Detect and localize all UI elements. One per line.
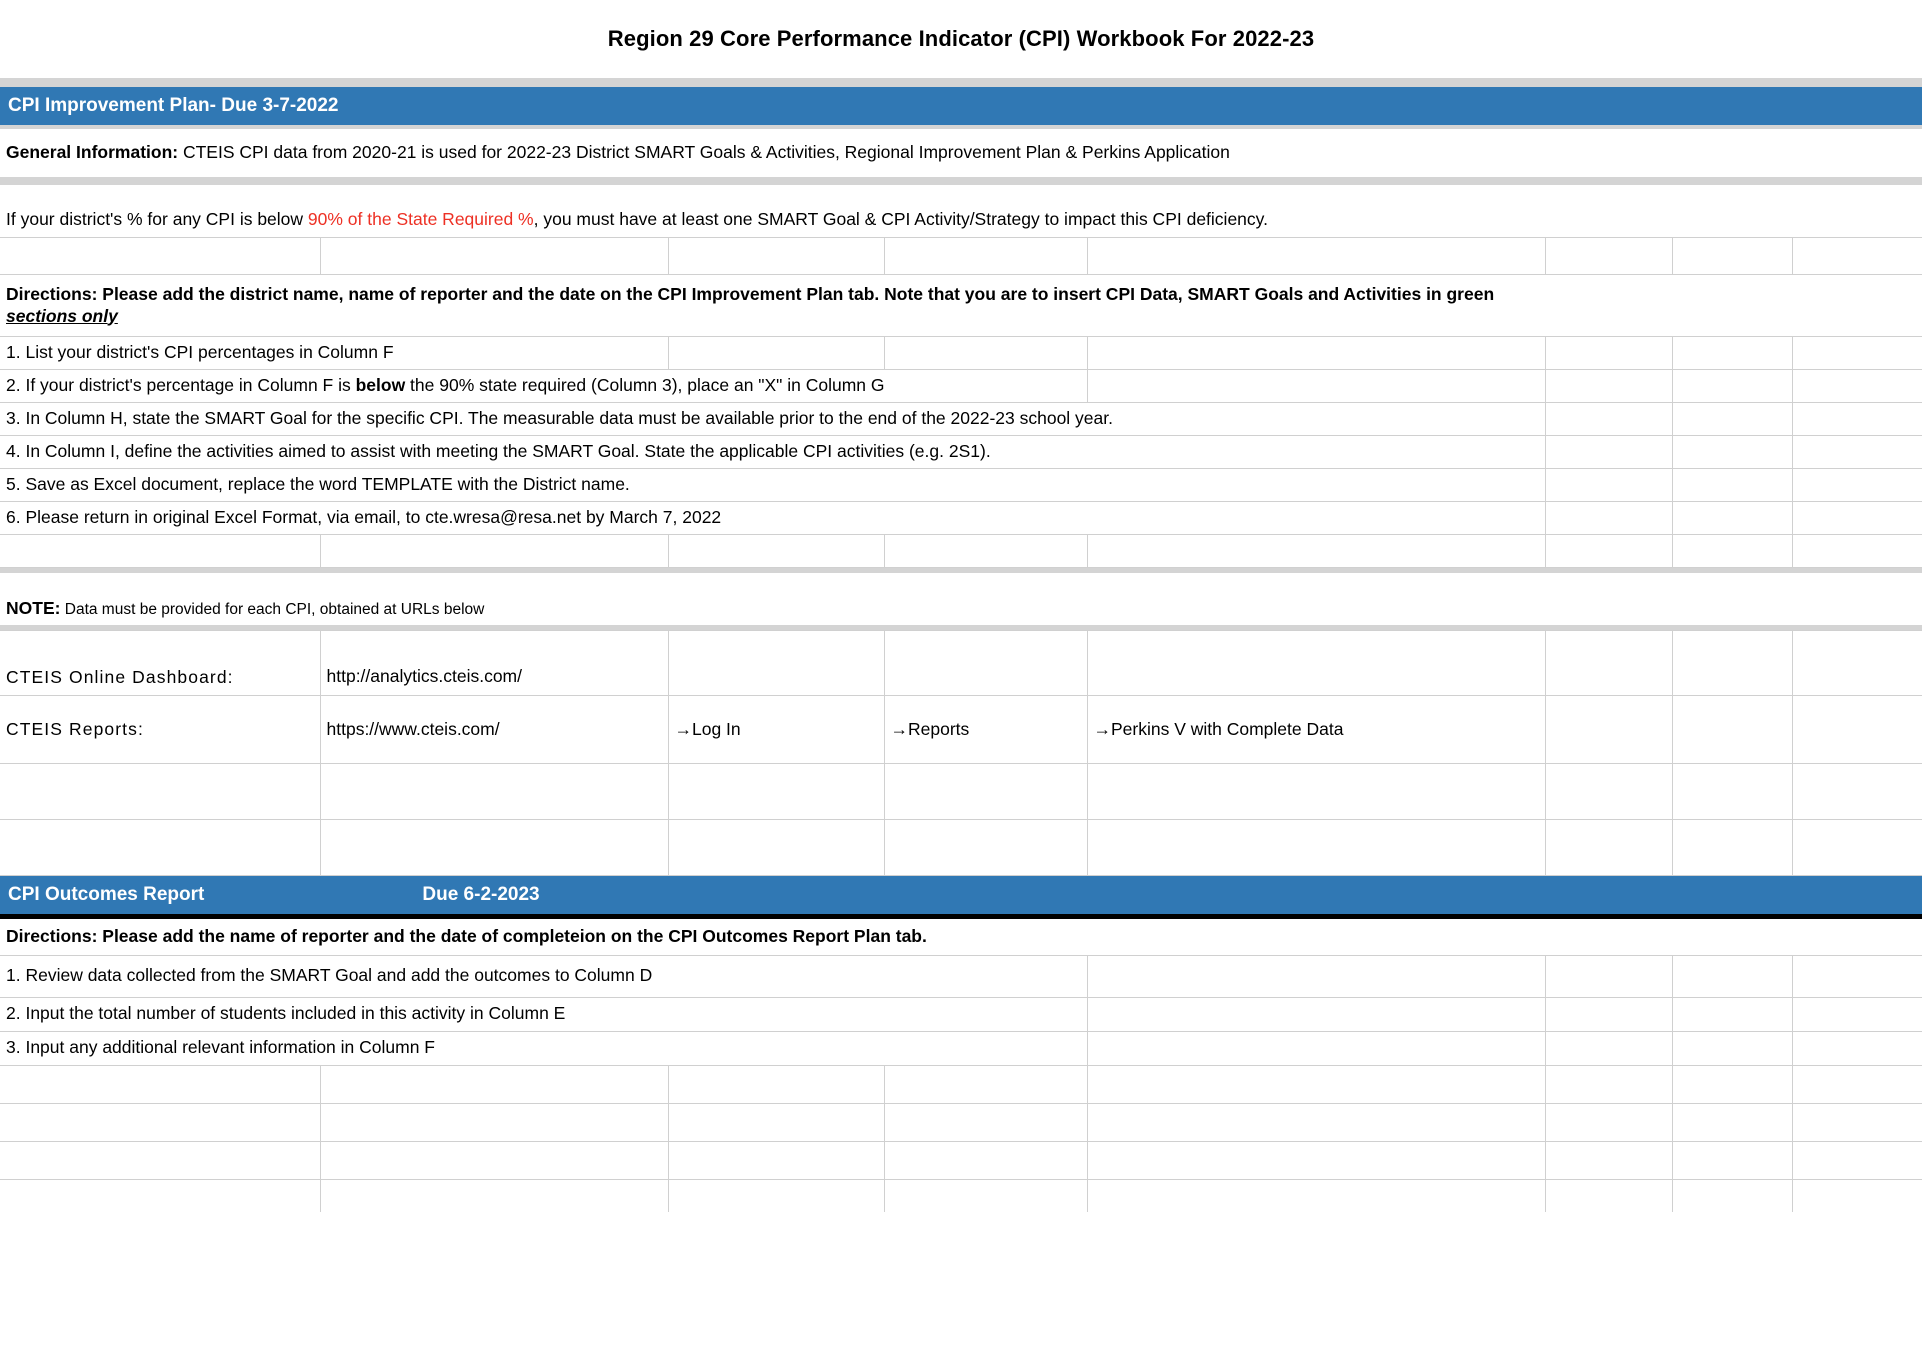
cell-blank[interactable] — [1087, 337, 1545, 370]
cell-blank[interactable] — [1545, 370, 1672, 403]
cell-blank[interactable] — [668, 1179, 884, 1212]
table-row — [0, 403, 1922, 436]
cell-blank[interactable] — [668, 238, 884, 275]
cell-blank[interactable] — [1087, 997, 1545, 1031]
table-row — [0, 919, 1922, 955]
cell-blank[interactable] — [668, 1065, 884, 1103]
cell-blank[interactable] — [884, 1103, 1087, 1141]
link-label: CTEIS Reports: — [0, 696, 320, 764]
link-url[interactable]: http://analytics.cteis.com/ — [320, 631, 668, 696]
cell-blank[interactable] — [1087, 1141, 1545, 1179]
cell-blank[interactable] — [1672, 955, 1792, 997]
cell-blank[interactable] — [320, 820, 668, 876]
threshold-note-cell — [0, 185, 1922, 237]
cell-blank[interactable] — [668, 535, 884, 568]
table-row — [0, 337, 1922, 370]
outcomes-step-cell: 3. Input any additional relevant information in Column F — [0, 1031, 1087, 1065]
general-information-label: General Information: — [6, 142, 179, 163]
note-text: Data must be provided for each CPI, obtained at URLs below — [60, 601, 485, 619]
note-label: NOTE: — [6, 598, 61, 619]
improvement-plan-directions-cell — [0, 275, 1545, 337]
cell-blank[interactable] — [1672, 1031, 1792, 1065]
cell-blank[interactable] — [0, 1179, 320, 1212]
cell-blank[interactable] — [1792, 337, 1922, 370]
cell-blank[interactable] — [1545, 1179, 1672, 1212]
cell-blank[interactable] — [1792, 436, 1922, 469]
cell-blank[interactable] — [668, 764, 884, 820]
cell-blank[interactable] — [1672, 535, 1792, 568]
cell-blank[interactable] — [1087, 1103, 1545, 1141]
cell-blank[interactable] — [1087, 820, 1545, 876]
page-title: Region 29 Core Performance Indicator (CPI) Workbook For 2022-23 — [607, 26, 1315, 51]
table-row — [0, 436, 1922, 469]
step-cell: 5. Save as Excel document, replace the word TEMPLATE with the District name. — [0, 469, 1545, 502]
cell-blank[interactable] — [320, 764, 668, 820]
cell-blank[interactable] — [1545, 1031, 1672, 1065]
cell-blank[interactable] — [1545, 764, 1672, 820]
cell-blank[interactable] — [1672, 1179, 1792, 1212]
gi-bottom-spacer — [0, 177, 1922, 185]
cell-blank[interactable] — [1545, 1103, 1672, 1141]
link-step-login: →Log In — [668, 696, 884, 764]
table-row — [0, 1141, 1922, 1179]
table-row — [0, 1031, 1922, 1065]
cell-blank[interactable] — [1545, 502, 1672, 535]
cell-blank[interactable] — [1672, 337, 1792, 370]
table-row — [0, 370, 1922, 403]
table-row — [0, 631, 1922, 696]
cell-blank[interactable] — [1545, 1141, 1672, 1179]
cell-blank[interactable] — [1545, 997, 1672, 1031]
improvement-plan-directions-lead: Directions: Please add the district name, name of reporter and the date on the CPI Improvement Plan tab. Note that you are to insert CPI Data, SMART Goals and Activities in green — [6, 283, 1495, 304]
cell-blank[interactable] — [1545, 337, 1672, 370]
link-label: CTEIS Online Dashboard: — [0, 631, 320, 696]
step-bold: below — [355, 375, 406, 396]
cell-blank[interactable] — [1672, 696, 1792, 764]
table-row — [0, 820, 1922, 876]
cell-blank[interactable] — [884, 820, 1087, 876]
table-row — [0, 997, 1922, 1031]
link-url[interactable]: https://www.cteis.com/ — [320, 696, 668, 764]
cell-blank[interactable] — [884, 238, 1087, 275]
cell-blank[interactable] — [1672, 502, 1792, 535]
improvement-plan-directions-filler — [1545, 275, 1922, 337]
cell-blank[interactable] — [1792, 403, 1922, 436]
cell-blank[interactable] — [884, 1141, 1087, 1179]
cell-blank[interactable] — [1087, 370, 1545, 403]
cell-blank[interactable] — [1087, 238, 1545, 275]
improvement-plan-header-label: CPI Improvement Plan- Due 3-7-2022 — [8, 95, 339, 116]
cell-blank[interactable] — [1672, 1141, 1792, 1179]
cell-blank[interactable] — [1792, 997, 1922, 1031]
cell-blank[interactable] — [1545, 631, 1672, 696]
outcomes-report-header-label: CPI Outcomes Report — [8, 884, 205, 905]
cell-blank[interactable] — [1792, 764, 1922, 820]
outcomes-report-header — [0, 876, 1922, 914]
note-table — [0, 573, 1922, 625]
cell-blank[interactable] — [1672, 820, 1792, 876]
step-post: the 90% state required (Column 3), place an "X" in Column G — [405, 375, 885, 396]
step-cell: 1. List your district's CPI percentages in Column F — [0, 337, 668, 370]
cell-blank[interactable] — [1672, 764, 1792, 820]
cell-blank[interactable] — [1792, 820, 1922, 876]
cell-blank[interactable] — [1792, 238, 1922, 275]
link-step-perkins: →Perkins V with Complete Data — [1087, 696, 1545, 764]
threshold-note-highlight: 90% of the State Required % — [307, 209, 534, 230]
cell-blank[interactable] — [668, 1141, 884, 1179]
cell-blank[interactable] — [1087, 764, 1545, 820]
step-cell: 3. In Column H, state the SMART Goal for the specific CPI. The measurable data must be available prior to the end of the 2022-23 school year. — [0, 403, 1545, 436]
table-row — [0, 696, 1922, 764]
cell-blank[interactable] — [320, 1065, 668, 1103]
cell-blank[interactable] — [1792, 1103, 1922, 1141]
step-pre: 2. If your district's percentage in Column F is — [6, 375, 356, 396]
table-row — [0, 764, 1922, 820]
cell-blank[interactable] — [1792, 1179, 1922, 1212]
general-information-text: CTEIS CPI data from 2020-21 is used for 2022-23 District SMART Goals & Activities, Regional Improvement Plan & Perkins Application — [178, 142, 1230, 163]
general-information-table — [0, 129, 1922, 177]
top-spacer — [0, 78, 1922, 87]
link-step-reports: →Reports — [884, 696, 1087, 764]
cell-blank[interactable] — [320, 1179, 668, 1212]
outcomes-report-due-label: Due 6-2-2023 — [422, 884, 540, 905]
cell-blank[interactable] — [884, 1179, 1087, 1212]
cell-blank[interactable] — [1792, 469, 1922, 502]
cell-blank[interactable] — [320, 1103, 668, 1141]
cell-blank[interactable] — [1672, 238, 1792, 275]
cell-blank[interactable] — [320, 238, 668, 275]
table-row — [0, 1065, 1922, 1103]
general-information-cell — [0, 129, 1922, 177]
table-row — [0, 535, 1922, 568]
cell-blank[interactable] — [320, 1141, 668, 1179]
cell-blank[interactable] — [1545, 436, 1672, 469]
cell-blank[interactable] — [668, 820, 884, 876]
outcomes-directions-cell: Directions: Please add the name of reporter and the date of completeion on the CPI Outcomes Report Plan tab. — [0, 919, 1922, 955]
cell-blank[interactable] — [1545, 820, 1672, 876]
cell-blank[interactable] — [884, 535, 1087, 568]
cell-blank[interactable] — [320, 535, 668, 568]
note-cell — [0, 573, 1922, 625]
cell-blank[interactable] — [1545, 403, 1672, 436]
cell-blank[interactable] — [1545, 955, 1672, 997]
cell-blank[interactable] — [1792, 1031, 1922, 1065]
table-row — [0, 502, 1922, 535]
table-row — [0, 185, 1922, 237]
improvement-plan-directions-emphasis: sections only — [6, 305, 118, 326]
cell-blank[interactable] — [1087, 535, 1545, 568]
cell-blank[interactable] — [668, 631, 884, 696]
table-row — [0, 1103, 1922, 1141]
table-row — [0, 469, 1922, 502]
outcomes-report-grid — [0, 919, 1922, 1212]
cell-blank[interactable] — [1087, 631, 1545, 696]
outcomes-step-cell: 2. Input the total number of students included in this activity in Column E — [0, 997, 1087, 1031]
cell-blank[interactable] — [1792, 370, 1922, 403]
cell-blank[interactable] — [1792, 631, 1922, 696]
threshold-note-table — [0, 185, 1922, 237]
cell-blank[interactable] — [1792, 1141, 1922, 1179]
cell-blank[interactable] — [1545, 535, 1672, 568]
cell-blank[interactable] — [1545, 238, 1672, 275]
cell-blank[interactable] — [1792, 955, 1922, 997]
outcomes-step-cell: 1. Review data collected from the SMART Goal and add the outcomes to Column D — [0, 955, 1087, 997]
cell-blank[interactable] — [1672, 370, 1792, 403]
cell-blank[interactable] — [1672, 1103, 1792, 1141]
improvement-plan-header — [0, 87, 1922, 125]
table-row — [0, 955, 1922, 997]
cell-blank[interactable] — [0, 1141, 320, 1179]
cell-blank[interactable] — [1672, 469, 1792, 502]
cell-blank[interactable] — [884, 337, 1087, 370]
cell-blank[interactable] — [0, 764, 320, 820]
cell-blank[interactable] — [884, 1065, 1087, 1103]
cell-blank[interactable] — [1792, 1065, 1922, 1103]
cell-blank[interactable] — [1087, 955, 1545, 997]
threshold-note-lead: If your district's % for any CPI is below — [6, 209, 308, 230]
cell-blank[interactable] — [1545, 1065, 1672, 1103]
cell-blank[interactable] — [0, 238, 320, 275]
cell-blank[interactable] — [1545, 469, 1672, 502]
cell-blank[interactable] — [1792, 696, 1922, 764]
step-cell — [0, 370, 1087, 403]
cell-blank[interactable] — [1087, 1031, 1545, 1065]
cell-blank[interactable] — [884, 631, 1087, 696]
cell-blank[interactable] — [1672, 403, 1792, 436]
cell-blank[interactable] — [1545, 696, 1672, 764]
cell-blank[interactable] — [0, 1103, 320, 1141]
cell-blank[interactable] — [668, 337, 884, 370]
cell-blank[interactable] — [1672, 631, 1792, 696]
cell-blank[interactable] — [668, 1103, 884, 1141]
cell-blank[interactable] — [1672, 997, 1792, 1031]
cell-blank[interactable] — [1792, 535, 1922, 568]
step-cell: 4. In Column I, define the activities aimed to assist with meeting the SMART Goal. State the applicable CPI activities (e.g. 2S1). — [0, 436, 1545, 469]
cell-blank[interactable] — [0, 535, 320, 568]
cell-blank[interactable] — [1672, 1065, 1792, 1103]
table-row — [0, 1179, 1922, 1212]
table-row — [0, 129, 1922, 177]
step-cell: 6. Please return in original Excel Format, via email, to cte.wresa@resa.net by March 7, 2022 — [0, 502, 1545, 535]
cell-blank[interactable] — [0, 1065, 320, 1103]
cell-blank[interactable] — [1672, 436, 1792, 469]
links-grid — [0, 630, 1922, 876]
table-row — [0, 275, 1922, 337]
cell-blank[interactable] — [1792, 502, 1922, 535]
cell-blank[interactable] — [0, 820, 320, 876]
cell-blank[interactable] — [884, 764, 1087, 820]
improvement-plan-grid — [0, 237, 1922, 568]
table-row — [0, 573, 1922, 625]
cell-blank[interactable] — [1087, 1065, 1545, 1103]
table-row — [0, 238, 1922, 275]
threshold-note-trail: , you must have at least one SMART Goal & CPI Activity/Strategy to impact this CPI deficiency. — [533, 209, 1268, 230]
cell-blank[interactable] — [1087, 1179, 1545, 1212]
